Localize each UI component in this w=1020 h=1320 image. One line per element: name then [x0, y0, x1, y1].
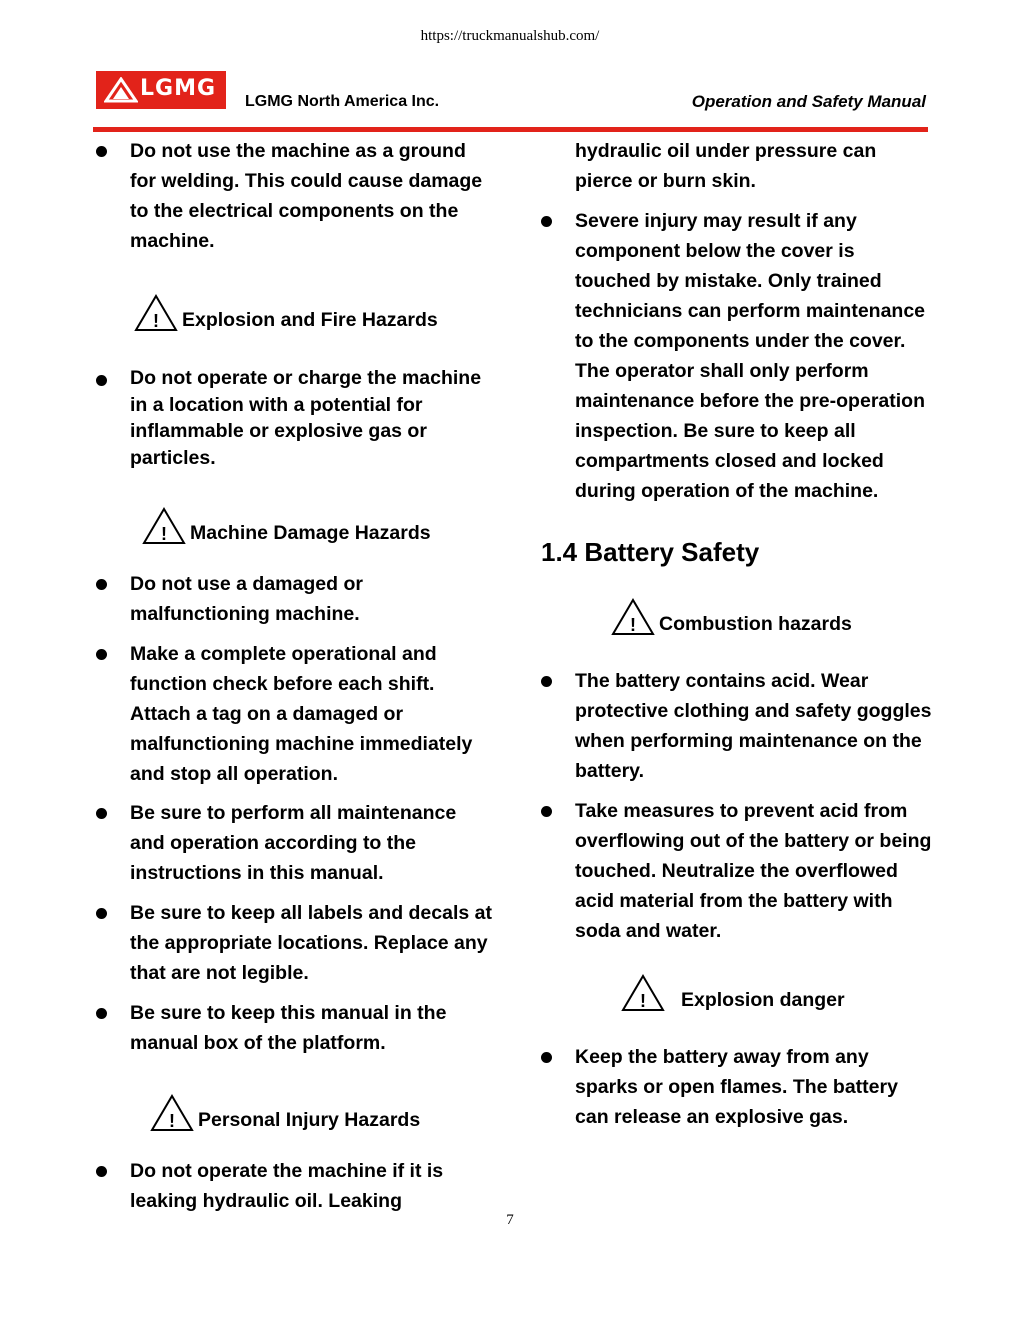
bullet-item: Make a complete operational and function check before each shift. Attach a tag on a damaged or malfunctioning machine immediately and stop all operation.	[92, 639, 492, 789]
left-column	[92, 136, 492, 1216]
bullet-item: Do not use the machine as a ground for welding. This could cause damage to the electrical components on the machine.	[92, 136, 492, 256]
bullet-item: The battery contains acid. Wear protective clothing and safety goggles when performing maintenance on the battery.	[537, 666, 932, 786]
hazard-heading	[537, 596, 932, 636]
hazard-title: Machine Damage Hazards	[190, 522, 431, 544]
bullet-item: Do not operate the machine if it is leaking hydraulic oil. Leaking	[92, 1156, 492, 1216]
hazard-heading	[92, 292, 492, 332]
section-title: 1.4 Battery Safety	[541, 537, 760, 567]
bullet-item: Be sure to keep this manual in the manual box of the platform.	[92, 998, 492, 1058]
bullet-item: Do not use a damaged or malfunctioning machine.	[92, 569, 492, 629]
svg-text:!: !	[640, 991, 646, 1011]
continued-text: hydraulic oil under pressure can pierce or burn skin.	[575, 140, 877, 192]
svg-text:!: !	[169, 1111, 175, 1131]
warning-triangle-icon	[134, 294, 178, 332]
warning-triangle-icon	[150, 1094, 194, 1132]
bullet-item: Take measures to prevent acid from overflowing out of the battery or being touched. Neutralize the overflowed acid material from the battery with soda and water.	[537, 796, 932, 946]
svg-text:!: !	[161, 524, 167, 544]
warning-triangle-icon	[621, 974, 665, 1012]
hazard-heading	[92, 505, 492, 545]
logo-mark-icon	[104, 77, 138, 103]
hazard-title: Explosion and Fire Hazards	[182, 309, 438, 331]
bullet-item: Severe injury may result if any component below the cover is touched by mistake. Only trained technicians can perform maintenance to the components under the cover. The operator shall only perform maintenance before the pre-operation inspection. Be sure to keep all compartments closed and locked during operation of the machine.	[537, 206, 932, 506]
svg-text:!: !	[153, 311, 159, 331]
logo-text: LGMG	[140, 76, 217, 101]
bullet-item: Keep the battery away from any sparks or open flames. The battery can release an explosive gas.	[537, 1042, 932, 1132]
lgmg-logo	[96, 71, 226, 109]
manual-title: Operation and Safety Manual	[691, 92, 926, 111]
hazard-heading	[537, 972, 932, 1012]
header-rule	[93, 127, 928, 132]
bullet-item: Be sure to perform all maintenance and operation according to the instructions in this manual.	[92, 798, 492, 888]
warning-triangle-icon	[611, 598, 655, 636]
hazard-title: Personal Injury Hazards	[198, 1109, 421, 1131]
right-column	[537, 136, 932, 1132]
bullet-item: Do not operate or charge the machine in a location with a potential for inflammable or explosive gas or particles.	[92, 365, 492, 471]
bullet-item: Be sure to keep all labels and decals at the appropriate locations. Replace any that are not legible.	[92, 898, 492, 988]
company-name: LGMG North America Inc.	[245, 93, 440, 110]
hazard-title: Combustion hazards	[659, 613, 852, 635]
svg-text:!: !	[630, 615, 636, 635]
warning-triangle-icon	[142, 507, 186, 545]
source-url[interactable]: https://truckmanualshub.com/	[420, 28, 600, 44]
hazard-heading	[92, 1092, 492, 1132]
hazard-title: Explosion danger	[681, 989, 845, 1011]
page-number: 7	[506, 1212, 514, 1228]
